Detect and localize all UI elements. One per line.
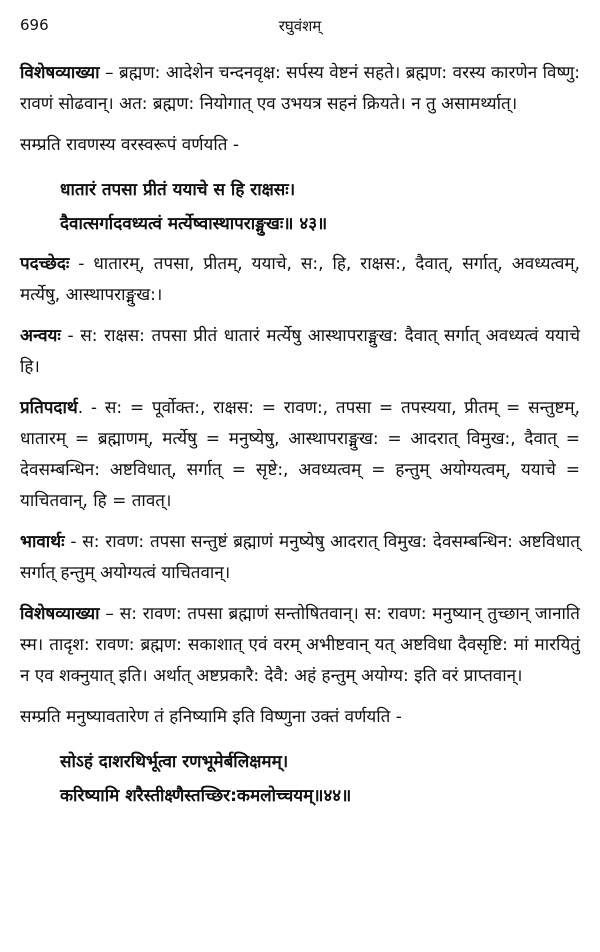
running-title: रघुवंशम् xyxy=(278,17,322,35)
section-text: . - स: = पूर्वोक्त:, राक्षस: = रावण:, तपसा = तपस्यया, प्रीतम् = सन्तुष्टम्, धातारम् = ब्रह्माणम्, मर्त्येषु = मनुष्येषु, आस्थापराङ्मुख: = आदरात् विमुख:, दैवात् = देवसम्बन्धिन: अष्टविधात्, सर्गात् = सृष्टे:, अवध्यत्वम् = हन्तुम् अयोग्यत्वम्, ययाचे = याचितवान्, हि = तावत्। xyxy=(20,398,580,511)
verse-43 xyxy=(20,173,580,241)
page-content xyxy=(20,58,580,821)
prose-order-paragraph xyxy=(20,321,580,383)
section-text: – ब्रह्मण: आदेशेन चन्दनवृक्ष: सर्पस्य वेष्टनं सहते। ब्रह्मण: वरस्य कारणेन विष्णु: रावणं सोढवान्। अत: ब्रह्मण: नियोगात् एव उभयत्र सहनं क्रियते। न तु असामर्थ्यात्। xyxy=(20,63,580,114)
section-label: विशेषव्याख्या xyxy=(20,604,100,624)
verse-line: सोऽहं दाशरथिर्भूत्वा रणभूमेर्बलिक्षमम्। xyxy=(60,752,289,772)
section-text: - स: राक्षस: तपसा प्रीतं धातारं मर्त्येषु आस्थापराङ्मुख: दैवात् सर्गात् अवध्यत्वं ययाचे हि। xyxy=(20,326,580,377)
section-label: अन्वयः xyxy=(20,326,61,346)
section-label: भावार्थः xyxy=(20,532,65,552)
verse-44 xyxy=(20,745,580,813)
verse-line: दैवात्सर्गादवध्यत्वं मर्त्येष्वास्थापराङ्मुखः॥ ४३॥ xyxy=(60,214,328,234)
verse-introduction: सम्प्रति मनुष्यावतारेण तं हनिष्यामि इति विष्णुना उक्तं वर्णयति - xyxy=(20,707,402,727)
section-text: – स: रावण: तपसा ब्रह्माणं सन्तोषितवान्। स: रावण: मनुष्यान् तुच्छान् जानाति स्म। तादृश: रावण: ब्रह्मण: सकाशात् एवं वरम् अभीष्टवान् यत् अष्टविधा दैवसृष्टि: मां मारयितुं न एव शक्नुयात् इति। अर्थात् अष्टप्रकारै: देवै: अहं हन्तुम् अयोग्य: इति वरं प्राप्तवान्। xyxy=(20,604,580,686)
commentary-paragraph xyxy=(20,58,580,120)
commentary-paragraph xyxy=(20,599,580,692)
verse-introduction: सम्प्रति रावणस्य वरस्वरूपं वर्णयति - xyxy=(20,135,240,155)
section-text: - स: रावण: तपसा सन्तुष्टं ब्रह्माणं मनुष्येषु आदरात् विमुख: देवसम्बन्धिन: अष्टविधात् सर्गात् हन्तुम् अयोग्यत्वं याचितवान्। xyxy=(20,532,580,583)
section-label: विशेषव्याख्या xyxy=(20,63,100,83)
section-label: प्रतिपदार्थ xyxy=(20,398,78,418)
word-meaning-paragraph xyxy=(20,393,580,517)
verse-line: करिष्यामि शरैस्तीक्ष्णैस्तच्छिर:कमलोच्चयम्॥४४॥ xyxy=(60,786,352,806)
section-label: पदच्छेदः xyxy=(20,254,70,274)
page-header xyxy=(20,16,580,40)
page-number: 696 xyxy=(20,16,49,34)
verse-line: धातारं तपसा प्रीतं ययाचे स हि राक्षसः। xyxy=(60,180,296,200)
gist-paragraph xyxy=(20,527,580,589)
section-text: - धातारम्, तपसा, प्रीतम्, ययाचे, स:, हि, राक्षस:, दैवात्, सर्गात्, अवध्यत्वम्, मर्त्येषु, आस्थापराङ्मुख:। xyxy=(20,254,580,305)
word-split-paragraph xyxy=(20,249,580,311)
